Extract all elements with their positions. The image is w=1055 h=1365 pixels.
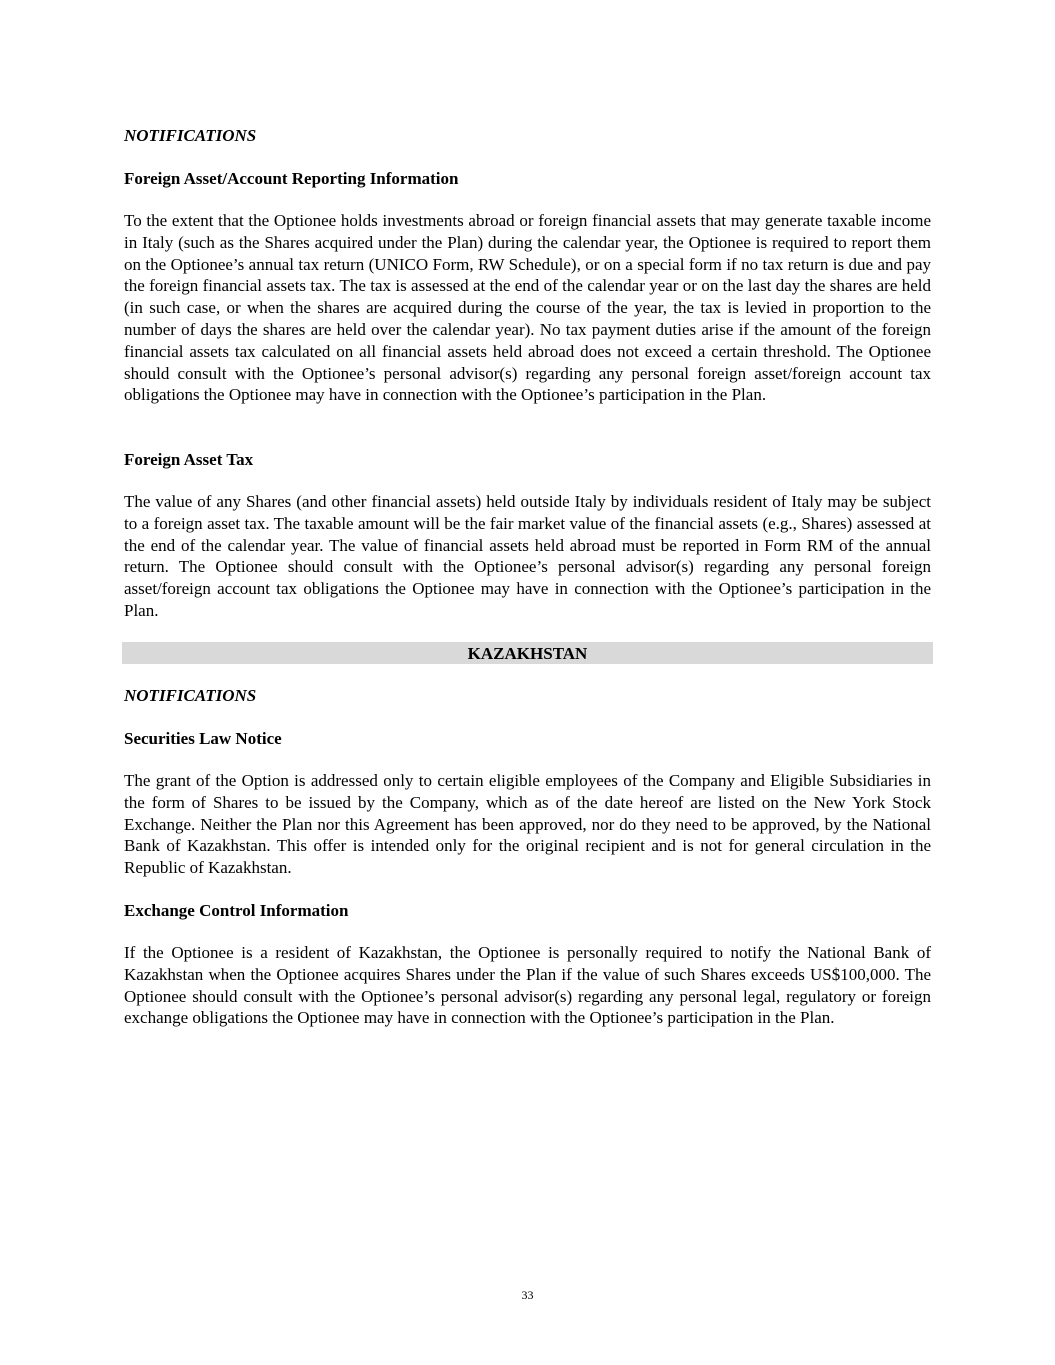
paragraph-text: If the Optionee is a resident of Kazakhstan, the Optionee is personally required to notify the National Bank of Kazakhstan when the Optionee acquires Shares under the Plan if the value of such Shares exceeds US$100,000. The Optionee should consult with the Optionee’s personal advisor(s) regarding any personal legal, regulatory or foreign exchange obligations the Optionee may have in connection with the Optionee’s participation in the Plan. xyxy=(124,943,931,1028)
foreign-asset-reporting-heading xyxy=(124,168,931,190)
exchange-control-paragraph xyxy=(124,942,931,1029)
page-number: 33 xyxy=(521,1288,534,1302)
section-heading: Securities Law Notice xyxy=(124,729,282,748)
section-heading: Exchange Control Information xyxy=(124,901,349,920)
section-heading: Foreign Asset Tax xyxy=(124,450,254,469)
securities-law-heading xyxy=(124,728,931,750)
paragraph-text: The value of any Shares (and other financial assets) held outside Italy by individuals resident of Italy may be subject to a foreign asset tax. The taxable amount will be the fair market value of the financial assets (e.g., Shares) assessed at the end of the calendar year. The value of financial assets held abroad must be reported in Form RM of the annual return. The Optionee should consult with the Optionee’s personal advisor(s) regarding any personal foreign asset/foreign account tax obligations the Optionee may have in connection with the Optionee’s participation in the Plan. xyxy=(124,492,931,620)
securities-law-paragraph xyxy=(124,770,931,879)
notifications-label: NOTIFICATIONS xyxy=(124,686,257,705)
notifications-label: NOTIFICATIONS xyxy=(124,126,257,145)
exchange-control-heading xyxy=(124,900,931,922)
foreign-asset-tax-heading xyxy=(124,449,931,471)
notifications-heading-2 xyxy=(124,685,931,707)
foreign-asset-reporting-paragraph xyxy=(124,210,931,406)
country-title: KAZAKHSTAN xyxy=(467,644,588,663)
notifications-heading-1 xyxy=(124,125,931,147)
paragraph-text: The grant of the Option is addressed only to certain eligible employees of the Company and Eligible Subsidiaries in the form of Shares to be issued by the Company, which as of the date hereof are listed on the New York Stock Exchange. Neither the Plan nor this Agreement has been approved, nor do they need to be approved, by the National Bank of Kazakhstan. This offer is intended only for the original recipient and is not for general circulation in the Republic of Kazakhstan. xyxy=(124,771,931,878)
section-heading: Foreign Asset/Account Reporting Information xyxy=(124,169,459,188)
paragraph-text: To the extent that the Optionee holds investments abroad or foreign financial assets that may generate taxable income in Italy (such as the Shares acquired under the Plan) during the calendar year, the Optionee is required to report them on the Optionee’s annual tax return (UNICO Form, RW Schedule), or on a special form if no tax return is due and pay the foreign financial assets tax. The tax is assessed at the end of the calendar year or on the last day the shares are held (in such case, or when the shares are acquired during the course of the year, the tax is levied in proportion to the number of days the shares are held over the calendar year). No tax payment duties arise if the amount of the foreign financial assets tax calculated on all financial assets held abroad does not exceed a certain threshold. The Optionee should consult with the Optionee’s personal advisor(s) regarding any personal foreign asset/foreign account tax obligations the Optionee may have in connection with the Optionee’s participation in the Plan. xyxy=(124,211,931,405)
country-header-bar xyxy=(122,642,933,664)
foreign-asset-tax-paragraph xyxy=(124,491,931,622)
